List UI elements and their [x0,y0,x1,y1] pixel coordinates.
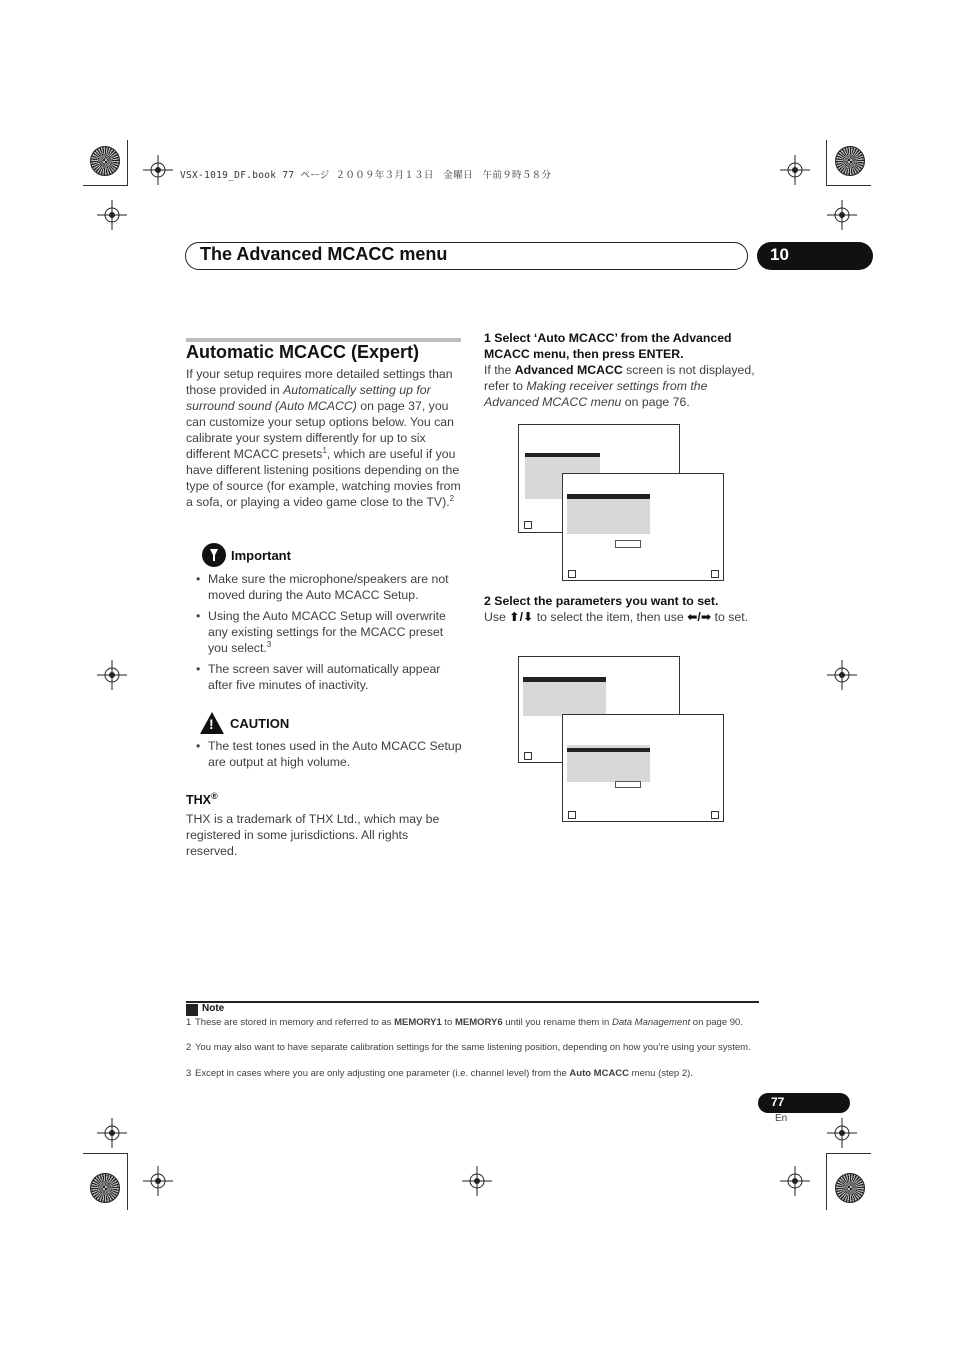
registration-mark-icon [780,1166,810,1196]
section-title: Automatic MCACC (Expert) [186,342,420,362]
return-icon [568,811,576,819]
color-bar-target-icon [835,146,865,176]
up-down-arrow-icon: ⬆/⬇ [509,610,534,624]
enter-icon [711,811,719,819]
footnote-ref: 2 [449,493,455,503]
print-header: VSX-1019_DF.book 77 ページ ２００９年３月１３日 金曜日 午前９時５８分 [180,170,552,181]
step1-text: If the Advanced MCACC screen is not displayed, refer to Making receiver settings from the Advanced MCACC menu on page 76. [484,363,755,409]
footnote-3: 3 Except in cases where you are only adjusting one parameter (i.e. channel level) from the Auto MCACC menu (step 2). [186,1068,693,1079]
list-item: • The screen saver will automatically appear after five minutes of inactivity. [186,661,462,693]
caution-title: CAUTION [230,716,290,731]
step2-heading: 2 Select the parameters you want to set. [484,594,719,608]
footnote-2: 2 You may also want to have separate calibration settings for the same listening position, depending on how you’re using your system. [186,1042,751,1053]
list-item: • Using the Auto MCACC Setup will overwrite any existing settings for the MCACC preset you select.$^3$ [186,608,462,656]
registration-mark-icon [462,1166,492,1196]
note-rule [186,1001,759,1003]
intro-paragraph: If your setup requires more detailed settings than those provided in Automatically setting up for surround sound (Auto MCACC) on page 37, you can customize your setup options below. You can calibrate your system differently for up to six different MCACC presets$^1$, which are useful if you have different listening positions depending on the type of source (for example, watching movies from a sofa, or playing a video game close to the TV).$^2$ [186,367,461,509]
list-item: • The test tones used in the Auto MCACC Setup are output at high volume. [186,738,462,770]
registration-mark-icon [143,155,173,185]
footnote-1: 1 These are stored in memory and referred to as MEMORY1 to MEMORY6 until you rename them in Data Management on page 90. [186,1017,743,1028]
intro-reference: Automatically setting up for surround sound (Auto MCACC) [186,383,431,413]
step2-text: Use ⬆/⬇ to select the item, then use ⬅/➡ to set. [484,610,749,624]
registration-mark-icon [97,660,127,690]
left-right-arrow-icon: ⬅/➡ [687,610,712,624]
enter-icon [711,570,719,578]
important-title: Important [231,548,291,563]
registration-mark-icon [143,1166,173,1196]
thx-text: THX is a trademark of THX Ltd., which may be registered in some jurisdictions. All rights reserved. [186,812,440,858]
registration-mark-icon [780,155,810,185]
note-pencil-icon [186,1004,198,1016]
registration-mark-icon [827,200,857,230]
important-icon [202,543,226,567]
color-bar-target-icon [90,1173,120,1203]
page-number: 77 [771,1095,785,1109]
thx-title: THX® [186,790,218,807]
registration-mark-icon [827,1118,857,1148]
return-icon [568,570,576,578]
return-icon [524,752,532,760]
note-title: Note [202,1003,225,1014]
return-icon [524,521,532,529]
chapter-number: 10 [770,245,789,264]
caution-exclamation-icon: ! [209,716,214,732]
list-item: • Make sure the microphone/speakers are not moved during the Auto MCACC Setup. [186,571,462,603]
osd-screen-front [562,714,724,822]
registration-mark-icon [827,660,857,690]
caution-list [186,738,462,775]
color-bar-target-icon [835,1173,865,1203]
footnote-ref: 3 [266,639,272,649]
osd-screen-front [562,473,724,581]
chapter-title: The Advanced MCACC menu [200,244,448,264]
registration-mark-icon [97,200,127,230]
registration-mark-icon [97,1118,127,1148]
footnote-ref: 1 [322,445,327,455]
important-list [186,571,462,698]
page-language: En [775,1113,788,1124]
color-bar-target-icon [90,146,120,176]
step1-heading: 1 Select ‘Auto MCACC’ from the Advanced MCACC menu, then press ENTER. [484,331,732,361]
